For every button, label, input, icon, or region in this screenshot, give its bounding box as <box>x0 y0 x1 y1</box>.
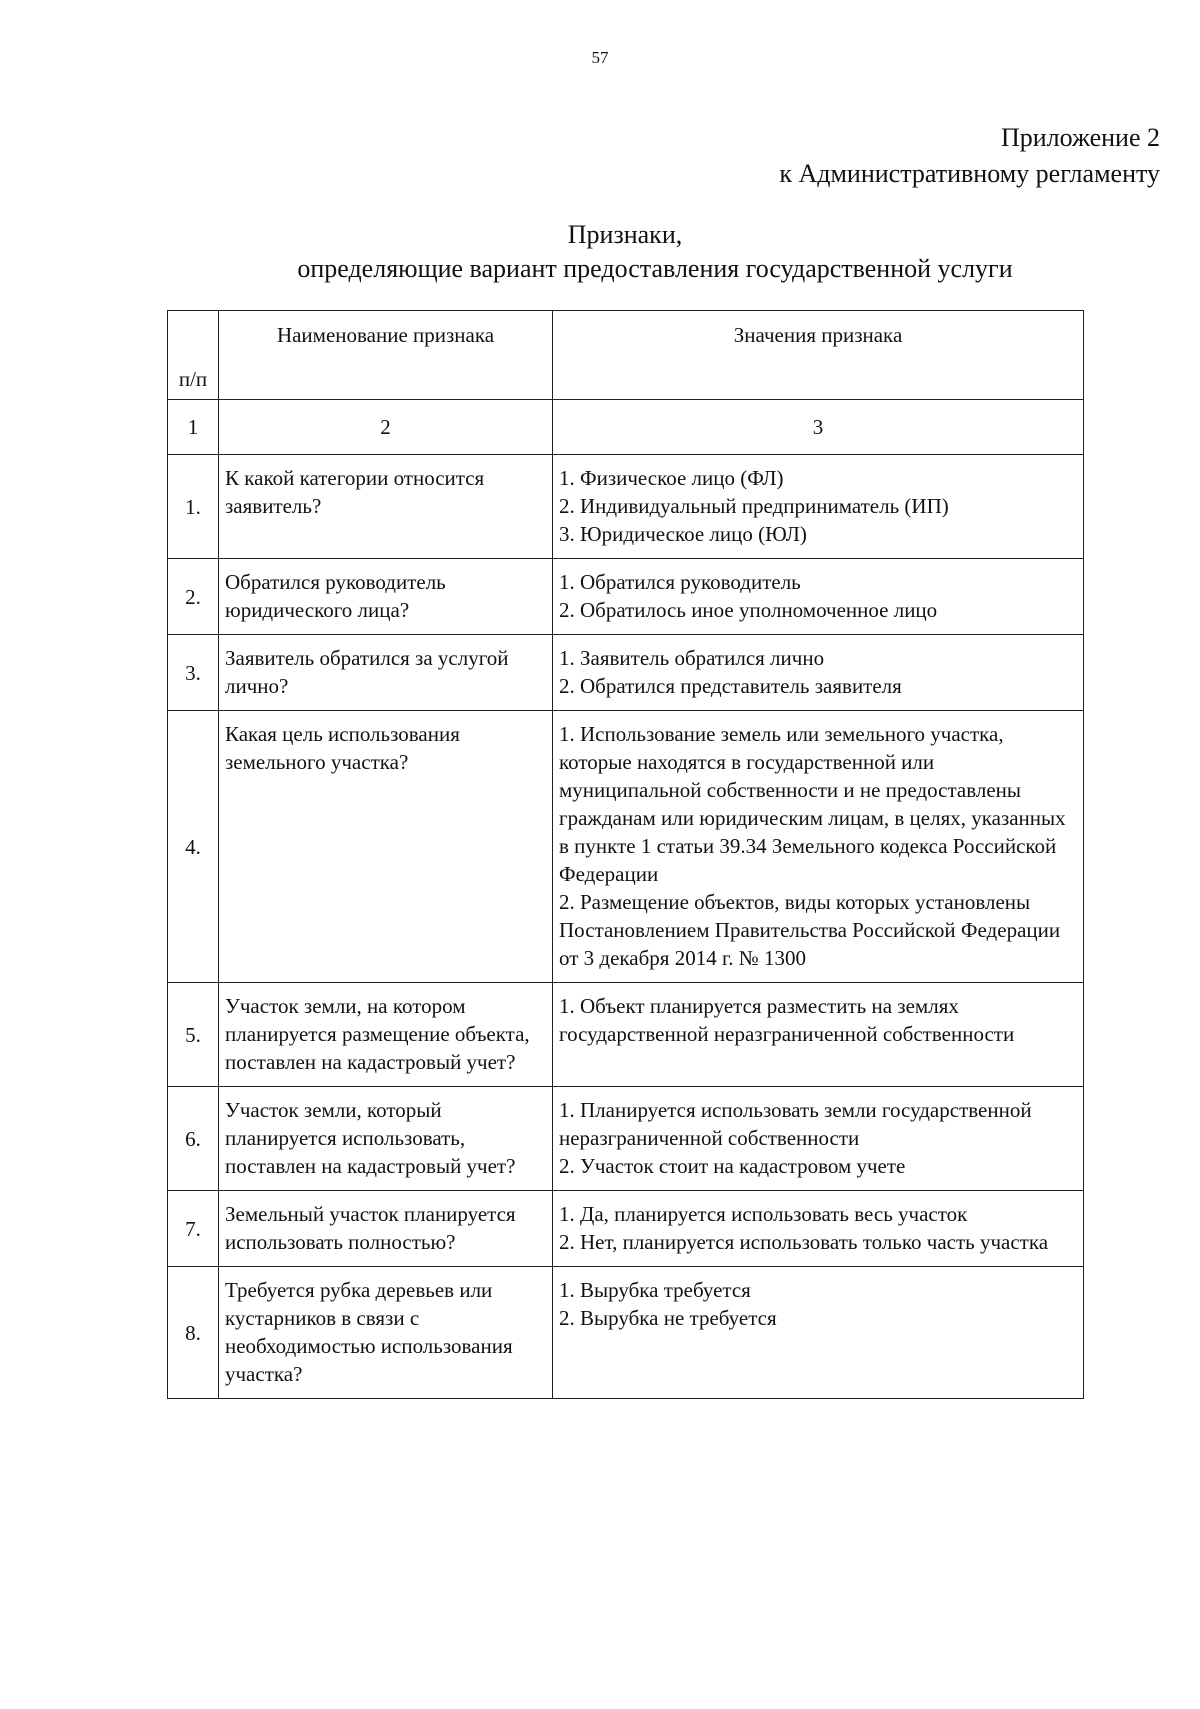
header-criterion-values: Значения признака <box>553 311 1084 400</box>
header-criterion-name: Наименование признака <box>219 311 553 400</box>
criterion-values <box>553 711 1084 983</box>
table-header-row <box>168 311 1084 400</box>
criterion-value-option: 2. Вырубка не требуется <box>559 1306 777 1330</box>
row-number: 5. <box>168 983 219 1087</box>
criterion-value-option: 1. Использование земель или земельного участка, которые находятся в государственной или муниципальной собственности и не предоставлены гражданам или юридическим лицам, в целях, указанных в пункте 1 статьи 39.34 Земельного кодекса Российской Федерации <box>559 722 1066 886</box>
criterion-name: Заявитель обратился за услугой лично? <box>219 635 553 711</box>
row-number: 8. <box>168 1267 219 1399</box>
table-row <box>168 559 1084 635</box>
criterion-values <box>553 559 1084 635</box>
criterion-value-option: 1. Физическое лицо (ФЛ) <box>559 466 784 490</box>
criterion-values <box>553 1087 1084 1191</box>
criterion-value-option: 1. Вырубка требуется <box>559 1278 751 1302</box>
table-row <box>168 1267 1084 1399</box>
title-line-2: определяющие вариант предоставления государственной услуги <box>297 254 1013 283</box>
row-number: 1. <box>168 455 219 559</box>
criterion-value-option: 1. Обратился руководитель <box>559 570 801 594</box>
appendix-line-2: к Административному регламенту <box>779 159 1160 188</box>
row-number: 4. <box>168 711 219 983</box>
criterion-value-option: 1. Да, планируется использовать весь участок <box>559 1202 968 1226</box>
criterion-value-option: 2. Обратилось иное уполномоченное лицо <box>559 598 938 622</box>
criterion-name: Участок земли, который планируется использовать, поставлен на кадастровый учет? <box>219 1087 553 1191</box>
row-number: 3. <box>168 635 219 711</box>
column-number: 2 <box>219 400 553 455</box>
page-number: 57 <box>591 48 609 67</box>
criterion-value-option: 1. Объект планируется разместить на землях государственной неразграниченной собственности <box>559 994 1015 1046</box>
criterion-name: К какой категории относится заявитель? <box>219 455 553 559</box>
row-number: 6. <box>168 1087 219 1191</box>
criterion-name: Обратился руководитель юридического лица? <box>219 559 553 635</box>
appendix-line-1: Приложение 2 <box>1000 123 1160 152</box>
criterion-value-option: 2. Индивидуальный предприниматель (ИП) <box>559 494 949 518</box>
title-line-1: Признаки, <box>567 220 683 249</box>
column-number: 1 <box>168 400 219 455</box>
criteria-table <box>167 310 1084 1399</box>
table-row <box>168 711 1084 983</box>
criterion-values <box>553 983 1084 1087</box>
criterion-value-option: 3. Юридическое лицо (ЮЛ) <box>559 522 807 546</box>
criterion-values <box>553 1267 1084 1399</box>
appendix-header <box>779 120 1160 192</box>
criterion-values <box>553 455 1084 559</box>
table-row <box>168 635 1084 711</box>
column-number-row <box>168 400 1084 455</box>
row-number: 2. <box>168 559 219 635</box>
criterion-values <box>553 635 1084 711</box>
criterion-values <box>553 1191 1084 1267</box>
criterion-name: Требуется рубка деревьев или кустарников в связи с необходимостью использования участка? <box>219 1267 553 1399</box>
criterion-name: Какая цель использования земельного участка? <box>219 711 553 983</box>
table-row <box>168 455 1084 559</box>
document-title <box>0 218 1200 286</box>
criterion-value-option: 1. Заявитель обратился лично <box>559 646 825 670</box>
criterion-value-option: 2. Нет, планируется использовать только часть участка <box>559 1230 1049 1254</box>
row-number: 7. <box>168 1191 219 1267</box>
criterion-name: Участок земли, на котором планируется размещение объекта, поставлен на кадастровый учет? <box>219 983 553 1087</box>
criterion-value-option: 2. Обратился представитель заявителя <box>559 674 902 698</box>
criterion-value-option: 2. Размещение объектов, виды которых установлены Постановлением Правительства Российской Федерации от 3 декабря 2014 г. № 1300 <box>559 890 1061 970</box>
table-row <box>168 1191 1084 1267</box>
column-number: 3 <box>553 400 1084 455</box>
table-row <box>168 983 1084 1087</box>
table-row <box>168 1087 1084 1191</box>
header-number: п/п <box>168 311 219 400</box>
criterion-name: Земельный участок планируется использовать полностью? <box>219 1191 553 1267</box>
criterion-value-option: 2. Участок стоит на кадастровом учете <box>559 1154 906 1178</box>
criterion-value-option: 1. Планируется использовать земли государственной неразграниченной собственности <box>559 1098 1032 1150</box>
